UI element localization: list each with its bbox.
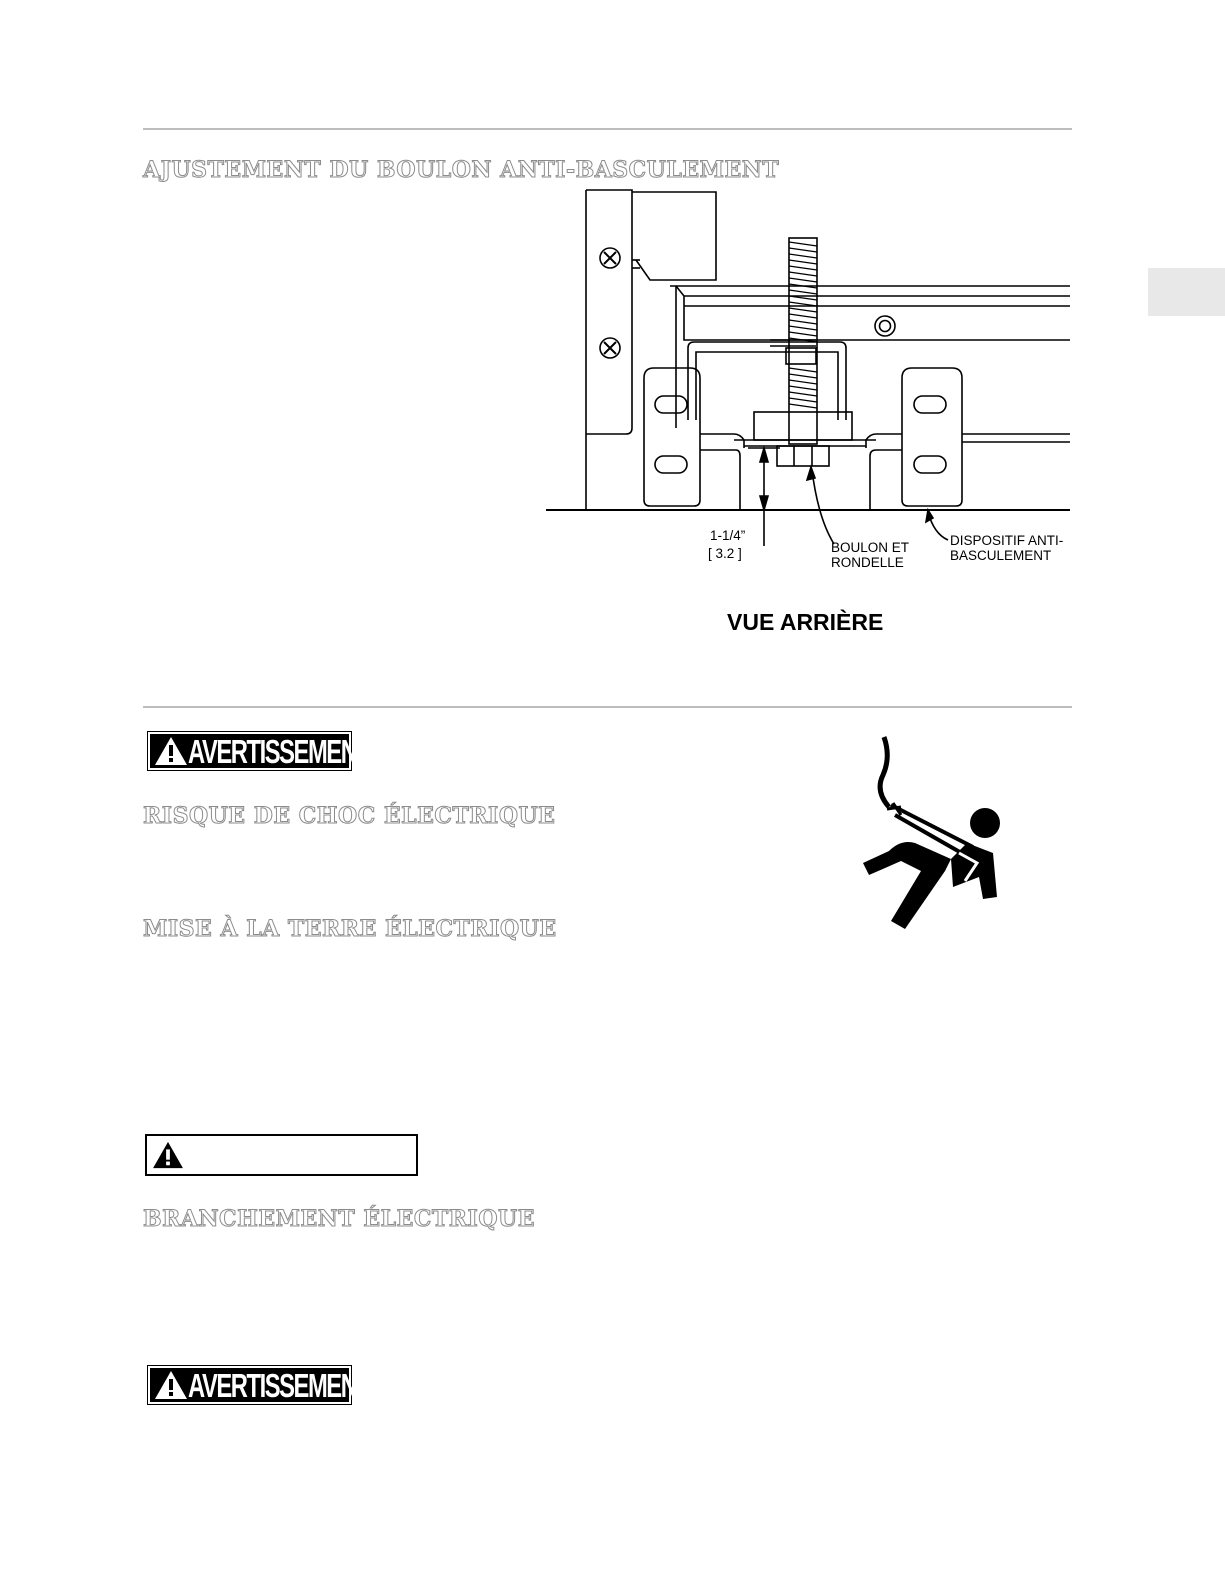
- caution-banner: [145, 1134, 418, 1176]
- heading-electrical-grounding: MISE À LA TERRE ÉLECTRIQUE: [143, 916, 557, 942]
- anti-tip-figure: [540, 188, 1075, 578]
- dimension-inches-label: 1-1/4”: [710, 528, 746, 543]
- heading-anti-tip-bolt: AJUSTEMENT DU BOULON ANTI-BASCULEMENT: [143, 157, 780, 183]
- anti-tip-device-label: DISPOSITIF ANTI- BASCULEMENT: [950, 533, 1064, 563]
- electric-shock-hazard-icon: [855, 735, 1005, 935]
- dimension-metric-label: [ 3.2 ]: [708, 546, 742, 561]
- warning-banner-2: [147, 1365, 370, 1405]
- rear-view-title: VUE ARRIÈRE: [727, 609, 884, 635]
- warning-triangle-icon: [154, 1370, 188, 1400]
- warning-triangle-icon: [152, 1141, 184, 1169]
- heading-electrical-connection: BRANCHEMENT ÉLECTRIQUE: [143, 1206, 535, 1232]
- warning-label: AVERTISSEMENT: [188, 1366, 370, 1404]
- middle-divider: [143, 706, 1072, 708]
- heading-electric-shock-risk: RISQUE DE CHOC ÉLECTRIQUE: [143, 803, 556, 829]
- warning-label: AVERTISSEMENT: [188, 732, 370, 770]
- bolt-washer-label: BOULON ET RONDELLE: [831, 540, 910, 570]
- side-tab: [1148, 268, 1225, 316]
- warning-triangle-icon: [154, 736, 188, 766]
- warning-banner: [147, 731, 370, 771]
- top-divider: [143, 128, 1072, 130]
